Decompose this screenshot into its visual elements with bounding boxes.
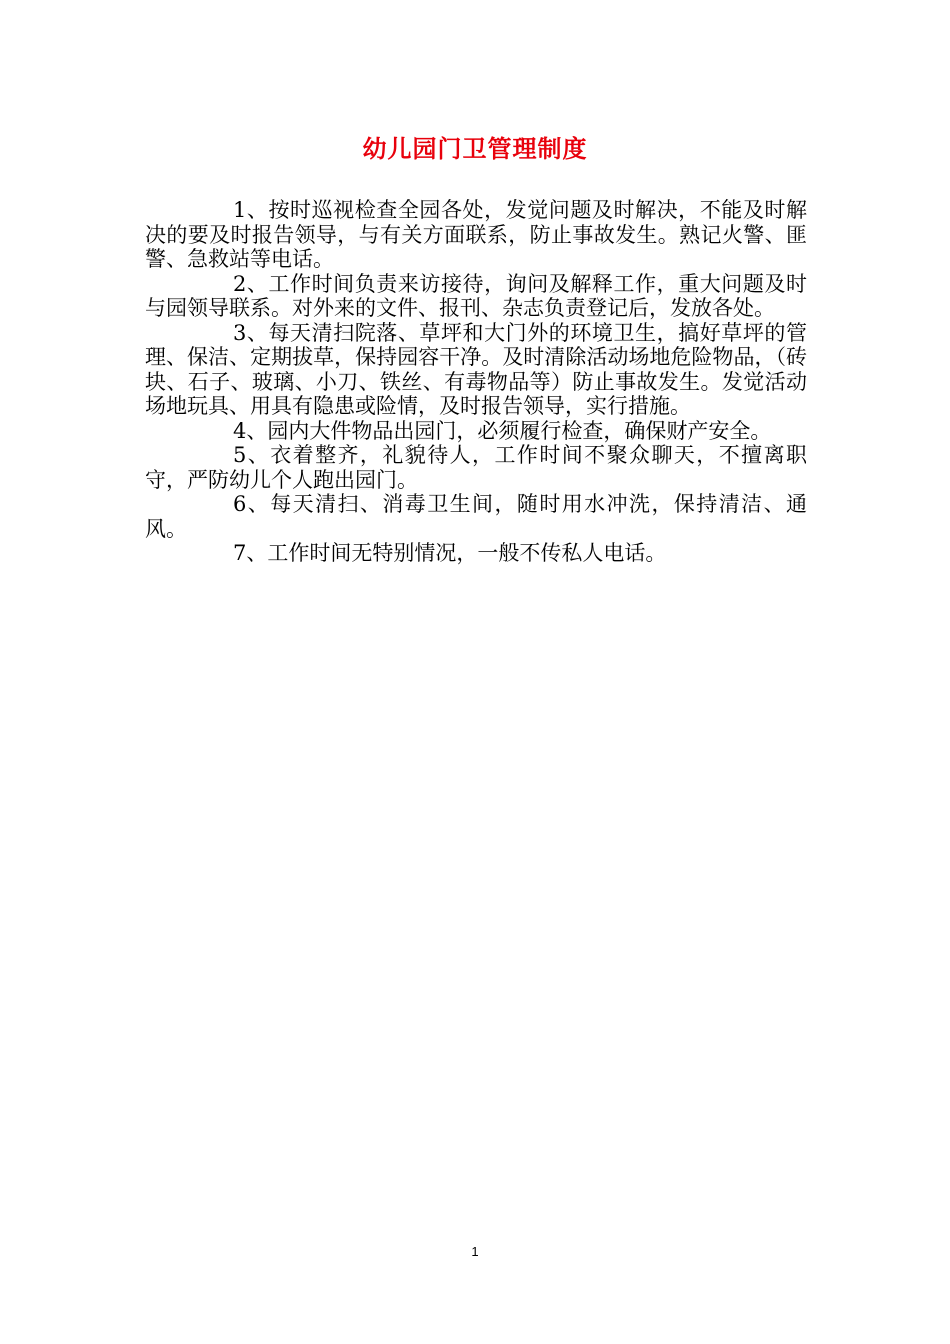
rule-paragraph-4: 4、园内大件物品出园门，必须履行检查，确保财产安全。 bbox=[233, 418, 772, 443]
document-body bbox=[145, 198, 807, 566]
rule-paragraph-7: 7、工作时间无特别情况，一般不传私人电话。 bbox=[233, 541, 667, 565]
rule-paragraph-3: 3、每天清扫院落、草坪和大门外的环境卫生，搞好草坪的管理、保洁、定期拔草，保持园容干净。及时清除活动场地危险物品，（砖块、石子、玻璃、小刀、铁丝、有毒物品等）防止事故发生。发觉活动场地玩具、用具有隐患或险情，及时报告领导，实行措施。 bbox=[145, 320, 807, 418]
page-number: 1 bbox=[471, 1244, 479, 1259]
document-title: 幼儿园门卫管理制度 bbox=[362, 134, 588, 163]
rule-paragraph-1: 1、按时巡视检查全园各处，发觉问题及时解决，不能及时解决的要及时报告领导，与有关方面联系，防止事故发生。熟记火警、匪警、急救站等电话。 bbox=[145, 198, 807, 271]
rule-paragraph-5: 5、衣着整齐，礼貌待人，工作时间不聚众聊天，不擅离职守，严防幼儿个人跑出园门。 bbox=[145, 443, 807, 492]
rule-paragraph-2: 2、工作时间负责来访接待，询问及解释工作，重大问题及时与园领导联系。对外来的文件、报刊、杂志负责登记后，发放各处。 bbox=[145, 271, 807, 320]
rule-paragraph-6: 6、每天清扫、消毒卫生间，随时用水冲洗，保持清洁、通风。 bbox=[145, 492, 807, 541]
